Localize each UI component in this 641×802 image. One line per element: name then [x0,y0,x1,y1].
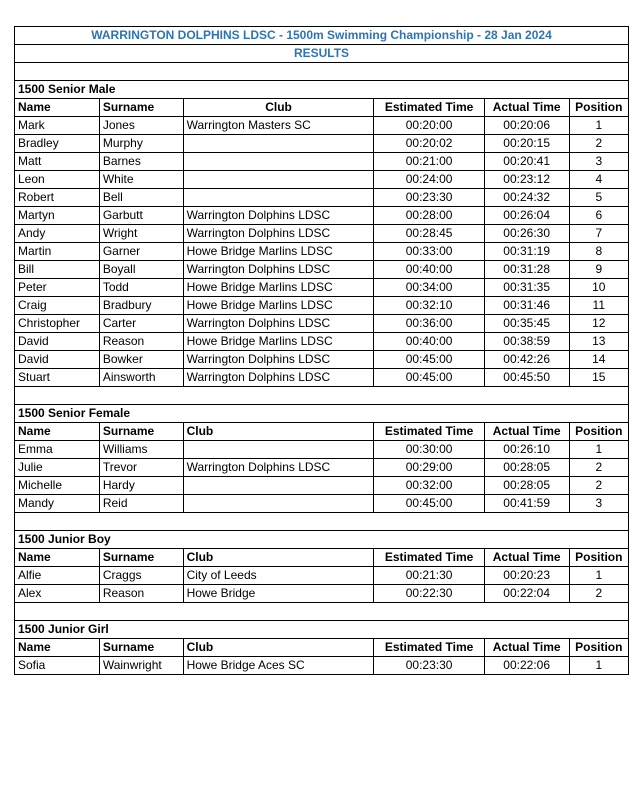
cell-actual-time: 00:42:26 [484,351,569,369]
cell-actual-time: 00:45:50 [484,369,569,387]
table-row [15,117,629,135]
cell-actual-time: 00:31:35 [484,279,569,297]
cell-position: 11 [569,297,628,315]
table-row [15,369,629,387]
section-heading: 1500 Junior Girl [15,621,629,639]
cell-estimated-time: 00:23:30 [374,189,484,207]
table-row [15,585,629,603]
cell-club [183,153,374,171]
cell-position: 4 [569,171,628,189]
cell-name: Matt [15,153,100,171]
cell-position: 1 [569,657,628,675]
cell-position: 12 [569,315,628,333]
cell-name: Emma [15,441,100,459]
cell-position: 15 [569,369,628,387]
section-heading-row [15,81,629,99]
cell-surname: Bradbury [99,297,183,315]
cell-surname: Reid [99,495,183,513]
cell-actual-time: 00:28:05 [484,459,569,477]
column-header-surname: Surname [99,639,183,657]
cell-club [183,441,374,459]
cell-surname: Wainwright [99,657,183,675]
column-header-club: Club [183,639,374,657]
cell-position: 14 [569,351,628,369]
results-sheet [14,26,629,675]
spacer-row [15,387,629,405]
cell-name: Sofia [15,657,100,675]
cell-estimated-time: 00:22:30 [374,585,484,603]
table-row [15,189,629,207]
cell-name: Mandy [15,495,100,513]
cell-surname: White [99,171,183,189]
section-heading: 1500 Senior Male [15,81,629,99]
column-header-name: Name [15,99,100,117]
cell-estimated-time: 00:36:00 [374,315,484,333]
cell-club: Warrington Dolphins LDSC [183,351,374,369]
spacer-row [15,63,629,81]
cell-estimated-time: 00:40:00 [374,333,484,351]
cell-club: Warrington Dolphins LDSC [183,261,374,279]
cell-surname: Trevor [99,459,183,477]
table-row [15,351,629,369]
column-header-estimated-time: Estimated Time [374,99,484,117]
column-header-position: Position [569,423,628,441]
column-header-position: Position [569,99,628,117]
spacer-row [15,513,629,531]
cell-name: David [15,333,100,351]
cell-surname: Hardy [99,477,183,495]
cell-actual-time: 00:26:10 [484,441,569,459]
cell-estimated-time: 00:20:00 [374,117,484,135]
results-table [14,26,629,675]
cell-surname: Reason [99,585,183,603]
cell-surname: Ainsworth [99,369,183,387]
cell-estimated-time: 00:30:00 [374,441,484,459]
cell-estimated-time: 00:23:30 [374,657,484,675]
column-header-position: Position [569,549,628,567]
cell-club [183,135,374,153]
cell-surname: Williams [99,441,183,459]
cell-surname: Bowker [99,351,183,369]
cell-surname: Wright [99,225,183,243]
cell-name: Bill [15,261,100,279]
cell-estimated-time: 00:21:00 [374,153,484,171]
table-row [15,657,629,675]
cell-estimated-time: 00:29:00 [374,459,484,477]
column-header-name: Name [15,639,100,657]
cell-surname: Jones [99,117,183,135]
section-heading: 1500 Senior Female [15,405,629,423]
cell-surname: Bell [99,189,183,207]
cell-name: Craig [15,297,100,315]
table-row [15,567,629,585]
cell-actual-time: 00:20:06 [484,117,569,135]
cell-surname: Garner [99,243,183,261]
cell-actual-time: 00:35:45 [484,315,569,333]
cell-club: Warrington Dolphins LDSC [183,315,374,333]
cell-actual-time: 00:26:30 [484,225,569,243]
cell-club: Howe Bridge Aces SC [183,657,374,675]
section-heading-row [15,621,629,639]
cell-estimated-time: 00:40:00 [374,261,484,279]
cell-estimated-time: 00:20:02 [374,135,484,153]
cell-position: 6 [569,207,628,225]
cell-club: City of Leeds [183,567,374,585]
table-row [15,297,629,315]
cell-club: Howe Bridge Marlins LDSC [183,279,374,297]
column-header-name: Name [15,549,100,567]
cell-estimated-time: 00:28:45 [374,225,484,243]
cell-name: Andy [15,225,100,243]
cell-club: Warrington Dolphins LDSC [183,207,374,225]
cell-position: 1 [569,567,628,585]
cell-name: Alex [15,585,100,603]
cell-surname: Todd [99,279,183,297]
cell-surname: Carter [99,315,183,333]
cell-name: Bradley [15,135,100,153]
cell-club [183,495,374,513]
cell-surname: Boyall [99,261,183,279]
title-row [15,27,629,45]
cell-actual-time: 00:31:19 [484,243,569,261]
cell-name: Leon [15,171,100,189]
column-header-row [15,639,629,657]
cell-estimated-time: 00:32:10 [374,297,484,315]
cell-name: Julie [15,459,100,477]
column-header-estimated-time: Estimated Time [374,549,484,567]
cell-name: Martin [15,243,100,261]
cell-club: Warrington Dolphins LDSC [183,225,374,243]
table-row [15,495,629,513]
cell-actual-time: 00:31:28 [484,261,569,279]
column-header-club: Club [183,423,374,441]
cell-club [183,477,374,495]
cell-position: 1 [569,441,628,459]
cell-name: Christopher [15,315,100,333]
cell-estimated-time: 00:21:30 [374,567,484,585]
table-row [15,279,629,297]
cell-position: 1 [569,117,628,135]
column-header-actual-time: Actual Time [484,99,569,117]
cell-name: David [15,351,100,369]
cell-estimated-time: 00:45:00 [374,495,484,513]
cell-position: 5 [569,189,628,207]
table-row [15,243,629,261]
cell-club: Warrington Dolphins LDSC [183,459,374,477]
column-header-name: Name [15,423,100,441]
cell-actual-time: 00:26:04 [484,207,569,225]
cell-surname: Craggs [99,567,183,585]
cell-position: 2 [569,459,628,477]
cell-position: 10 [569,279,628,297]
cell-estimated-time: 00:34:00 [374,279,484,297]
cell-club: Howe Bridge Marlins LDSC [183,243,374,261]
cell-actual-time: 00:24:32 [484,189,569,207]
cell-surname: Barnes [99,153,183,171]
cell-position: 7 [569,225,628,243]
cell-name: Robert [15,189,100,207]
column-header-estimated-time: Estimated Time [374,639,484,657]
table-row [15,153,629,171]
cell-actual-time: 00:38:59 [484,333,569,351]
cell-estimated-time: 00:32:00 [374,477,484,495]
table-row [15,135,629,153]
cell-club: Howe Bridge [183,585,374,603]
table-row [15,333,629,351]
table-row [15,441,629,459]
cell-position: 2 [569,135,628,153]
cell-estimated-time: 00:45:00 [374,369,484,387]
section-heading-row [15,531,629,549]
cell-name: Alfie [15,567,100,585]
cell-actual-time: 00:22:06 [484,657,569,675]
column-header-club: Club [183,549,374,567]
cell-actual-time: 00:41:59 [484,495,569,513]
table-row [15,315,629,333]
cell-position: 8 [569,243,628,261]
cell-estimated-time: 00:24:00 [374,171,484,189]
table-row [15,171,629,189]
cell-position: 13 [569,333,628,351]
column-header-surname: Surname [99,99,183,117]
cell-actual-time: 00:28:05 [484,477,569,495]
column-header-actual-time: Actual Time [484,639,569,657]
cell-club: Howe Bridge Marlins LDSC [183,333,374,351]
cell-estimated-time: 00:33:00 [374,243,484,261]
cell-position: 3 [569,495,628,513]
column-header-row [15,99,629,117]
document-title: WARRINGTON DOLPHINS LDSC - 1500m Swimming Championship - 28 Jan 2024 [15,27,629,45]
cell-name: Peter [15,279,100,297]
column-header-row [15,549,629,567]
spacer-row [15,603,629,621]
column-header-estimated-time: Estimated Time [374,423,484,441]
cell-estimated-time: 00:28:00 [374,207,484,225]
cell-name: Michelle [15,477,100,495]
cell-club [183,171,374,189]
cell-actual-time: 00:22:04 [484,585,569,603]
section-heading-row [15,405,629,423]
table-row [15,261,629,279]
cell-position: 9 [569,261,628,279]
column-header-surname: Surname [99,423,183,441]
subtitle-row [15,45,629,63]
section-heading: 1500 Junior Boy [15,531,629,549]
cell-club [183,189,374,207]
column-header-actual-time: Actual Time [484,423,569,441]
cell-club: Warrington Masters SC [183,117,374,135]
table-row [15,459,629,477]
column-header-position: Position [569,639,628,657]
document-subtitle: RESULTS [15,45,629,63]
cell-name: Stuart [15,369,100,387]
table-row [15,207,629,225]
cell-name: Martyn [15,207,100,225]
cell-name: Mark [15,117,100,135]
column-header-club: Club [183,99,374,117]
cell-actual-time: 00:31:46 [484,297,569,315]
cell-actual-time: 00:23:12 [484,171,569,189]
cell-actual-time: 00:20:15 [484,135,569,153]
cell-club: Warrington Dolphins LDSC [183,369,374,387]
cell-surname: Reason [99,333,183,351]
cell-surname: Murphy [99,135,183,153]
cell-estimated-time: 00:45:00 [374,351,484,369]
table-row [15,477,629,495]
cell-position: 3 [569,153,628,171]
cell-position: 2 [569,585,628,603]
column-header-actual-time: Actual Time [484,549,569,567]
column-header-surname: Surname [99,549,183,567]
cell-club: Howe Bridge Marlins LDSC [183,297,374,315]
cell-actual-time: 00:20:41 [484,153,569,171]
cell-position: 2 [569,477,628,495]
cell-surname: Garbutt [99,207,183,225]
cell-actual-time: 00:20:23 [484,567,569,585]
table-row [15,225,629,243]
column-header-row [15,423,629,441]
